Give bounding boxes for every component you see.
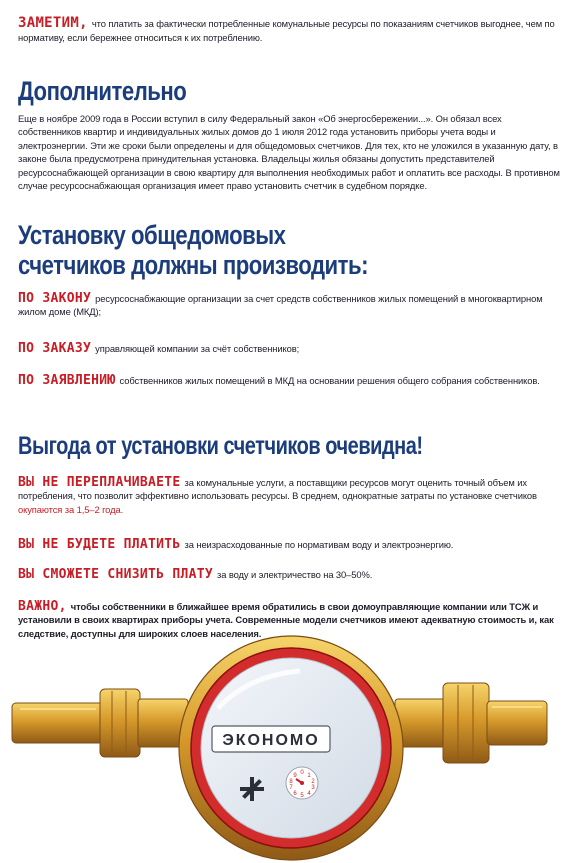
benefit-item-reduce-text: за воду и электричество на 30–50%. bbox=[217, 569, 373, 580]
dial-number-2: 2 bbox=[311, 779, 315, 785]
dial-number-6: 6 bbox=[293, 791, 297, 797]
dial-number-0: 0 bbox=[300, 770, 304, 776]
benefit-item-reduce bbox=[18, 568, 566, 581]
installation-item-application bbox=[18, 374, 566, 387]
benefit-item-no-overpay-tag: ВЫ НЕ ПЕРЕПЛАЧИВАЕТЕ bbox=[18, 475, 181, 490]
meter-label: ЭКОНОМО bbox=[222, 732, 320, 749]
benefit-item-reduce-tag: ВЫ СМОЖЕТЕ СНИЗИТЬ ПЛАТУ bbox=[18, 567, 214, 582]
installation-heading-line2: счетчиков должны производить: bbox=[18, 250, 369, 280]
benefit-heading: Выгода от установки счетчиков очевидна! bbox=[18, 432, 423, 460]
note-text: что платить за фактически потребленные комунальные ресурсы по показаниям счетчиков выгоднее, чем по нормативу, если бережнее относиться к их потреблению. bbox=[18, 18, 555, 43]
water-meter-illustration bbox=[0, 623, 583, 863]
benefit-item-no-pay bbox=[18, 538, 566, 551]
note-tag: ЗАМЕТИМ, bbox=[18, 15, 88, 31]
note-paragraph bbox=[18, 16, 566, 45]
dial-number-5: 5 bbox=[300, 793, 304, 799]
installation-item-application-tag: ПО ЗАЯВЛЕНИЮ bbox=[18, 373, 116, 388]
benefit-item-no-pay-text: за неизрасходованные по нормативам воду и электроэнергию. bbox=[184, 539, 454, 550]
additional-heading: Дополнительно bbox=[18, 76, 187, 106]
installation-item-order bbox=[18, 342, 566, 355]
dial-number-3: 3 bbox=[311, 785, 315, 791]
dial-number-1: 1 bbox=[307, 773, 311, 779]
benefit-item-no-overpay-text: за комунальные услуги, а поставщики ресурсов могут оценить точный объем их потребления, что позволит эффективно использовать ресурсы. В среднем, однократные затраты по установке счетчиков bbox=[18, 477, 537, 502]
benefit-item-important-tag: ВАЖНО, bbox=[18, 599, 67, 614]
installation-item-law-text: ресурсоснабжающие организации за счет средств собственников жилых помещений в многоквартирном жилом доме (МКД); bbox=[18, 293, 543, 318]
left-pipe-fitting bbox=[12, 689, 188, 757]
meter-counter bbox=[212, 726, 330, 752]
meter-small-dial bbox=[286, 767, 318, 799]
installation-item-law bbox=[18, 292, 566, 319]
additional-body: Еще в ноябре 2009 года в России вступил в силу Федеральный закон «Об энергосбережении...». Он обязал всех собственников квартир и индивидуальных жилых домов до 1 июля 2012 года установить приборы учета воды и электроэнергии. Эти же сроки были определены и для общедомовых счетчиков. Для тех, кто не уложился в указанную дату, в законе была предусмотрена принудительная установка. Владельцы жилья обязаны допустить представителей ресурсоснабжающей организации в свою квартиру для выполнения необходимых работ и оплатить все расходы. В противном случае ресурсоснабжающая организация имеет право установить счетчик в судебном порядке. bbox=[18, 113, 560, 192]
dial-number-8: 8 bbox=[289, 779, 293, 785]
dial-number-7: 7 bbox=[289, 785, 293, 791]
benefit-item-no-overpay-highlight: окупаются за 1,5–2 года. bbox=[18, 503, 124, 515]
installation-heading-line1: Установку общедомовых bbox=[18, 220, 286, 250]
right-pipe-fitting bbox=[395, 683, 547, 763]
benefit-item-important-text: чтобы собственники в ближайшее время обратились в свои домоуправляющие компании или ТСЖ и установили в своих квартирах приборы учета. Современные модели счетчиков имеют адекватную стоимость и, как следствие, доступны для широких слоев населения. bbox=[18, 601, 554, 639]
dial-number-9: 9 bbox=[293, 773, 297, 779]
dial-number-4: 4 bbox=[307, 791, 311, 797]
benefit-item-no-pay-tag: ВЫ НЕ БУДЕТЕ ПЛАТИТЬ bbox=[18, 537, 181, 552]
installation-item-application-text: собственников жилых помещений в МКД на основании решения общего собрания собственников. bbox=[119, 375, 540, 386]
benefit-item-no-overpay bbox=[18, 476, 566, 516]
installation-item-order-text: управляющей компании за счёт собственников; bbox=[95, 343, 300, 354]
installation-item-law-tag: ПО ЗАКОНУ bbox=[18, 291, 92, 306]
installation-item-order-tag: ПО ЗАКАЗУ bbox=[18, 341, 92, 356]
